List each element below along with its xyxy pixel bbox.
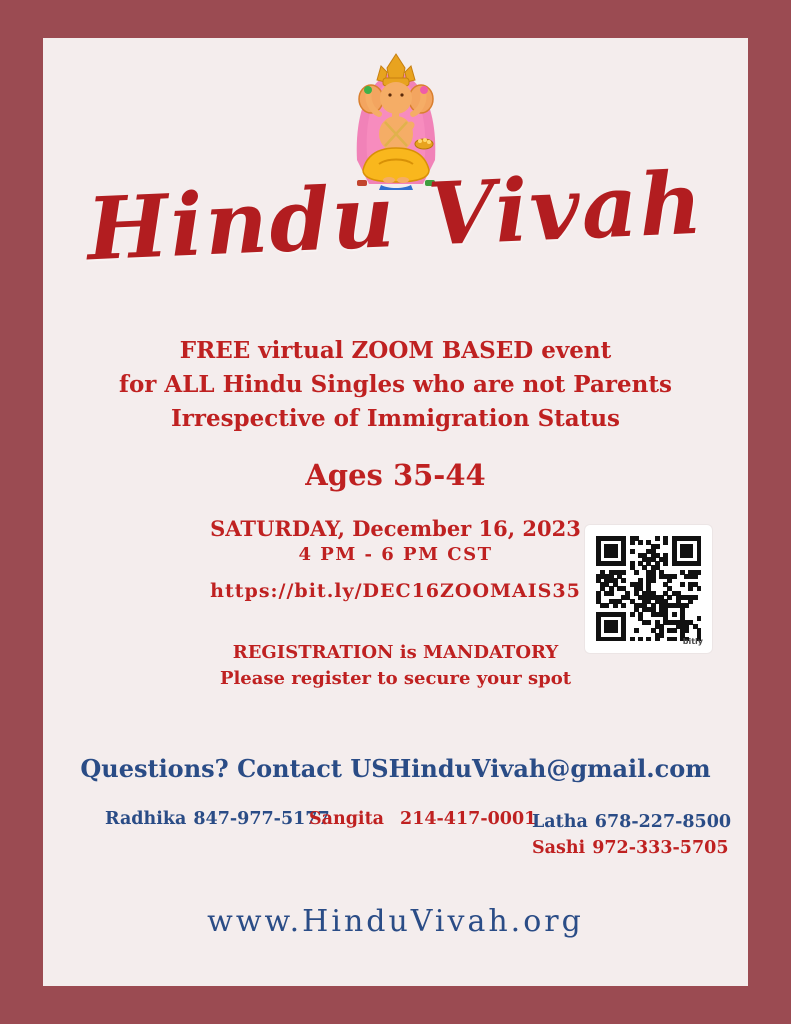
contact-phone: 214-417-0001 xyxy=(400,809,537,829)
contact-name: Sangita xyxy=(309,809,385,829)
headline-line-1: FREE virtual ZOOM BASED event xyxy=(179,337,612,364)
event-date: SATURDAY, December 16, 2023 xyxy=(210,516,581,541)
contact-phone: 847-977-5177 xyxy=(193,809,330,829)
page-title: Hindu Vivah xyxy=(85,152,706,281)
contact-latha xyxy=(532,812,731,832)
registration-link[interactable]: https://bit.ly/DEC16ZOOMAIS35 xyxy=(210,580,581,602)
headline-line-3: Irrespective of Immigration Status xyxy=(170,405,621,432)
contact-sashi xyxy=(532,838,729,858)
flyer-panel xyxy=(43,38,748,986)
website-link[interactable]: www.HinduVivah.org xyxy=(207,904,584,939)
event-time: 4 PM - 6 PM CST xyxy=(298,544,493,565)
contact-sangita xyxy=(309,809,536,829)
qr-code-pattern xyxy=(596,536,701,641)
contact-name: Radhika xyxy=(105,809,187,829)
registration-note-2: Please register to secure your spot xyxy=(219,668,572,689)
qr-code xyxy=(585,525,712,653)
headline-line-2: for ALL Hindu Singles who are not Parents xyxy=(119,371,672,398)
contact-radhika xyxy=(105,809,330,829)
registration-note-1: REGISTRATION is MANDATORY xyxy=(232,642,559,663)
qr-brand-label: bitly xyxy=(682,637,703,646)
contact-phone: 678-227-8500 xyxy=(594,812,732,832)
ages-range: Ages 35-44 xyxy=(305,458,486,492)
contact-name: Latha xyxy=(532,812,588,832)
contact-name: Sashi xyxy=(532,838,586,858)
event-headline xyxy=(43,334,748,436)
contact-email-line[interactable]: Questions? Contact USHinduVivah@gmail.com xyxy=(80,754,711,783)
contact-phone: 972-333-5705 xyxy=(592,838,729,858)
